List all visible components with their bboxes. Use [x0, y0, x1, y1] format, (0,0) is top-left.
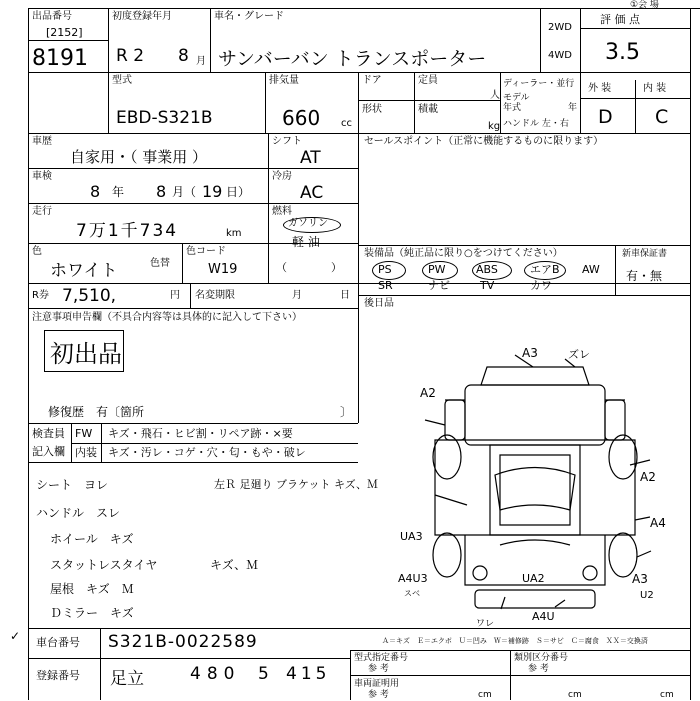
name-change-month: 月	[292, 290, 302, 301]
car-name-value: サンバーバン トランスポーター	[218, 48, 487, 70]
color-code: W19	[208, 262, 238, 277]
chassis-value: S321B-0022589	[108, 632, 258, 652]
displacement-unit: cc	[341, 118, 352, 129]
equip-aw: AW	[582, 263, 600, 276]
mark-ua2: UA2	[522, 572, 545, 585]
lot-bracket: [2152]	[46, 26, 83, 39]
damage-legend: Ａ＝キズ Ｅ＝エクボ Ｕ＝凹み Ｗ＝補修跡 Ｓ＝サビ Ｃ＝腐食 ＸＸ＝交換済	[382, 637, 648, 645]
repair-history-end: 〕	[340, 405, 353, 419]
docs-after-label: 後日品	[364, 298, 394, 309]
load-label: 積載	[418, 104, 438, 115]
shift-value: AT	[300, 148, 321, 168]
repair-history: 修復歴 有〔箇所	[48, 405, 145, 419]
class-no-ref: 参 考	[528, 664, 549, 674]
top-border	[28, 8, 700, 9]
remark-4-right: キズ、Ｍ	[210, 558, 259, 572]
load-unit: kg	[488, 121, 501, 132]
ac-value: AC	[300, 183, 324, 203]
ext-label: 外 装	[588, 83, 612, 94]
sales-point-label: セールスポイント（正常に機能するものに限ります）	[364, 136, 604, 147]
mark-u2: U2	[640, 590, 654, 601]
inspection-month-unit: 月（	[172, 185, 197, 199]
equip-pw: PW	[428, 263, 446, 276]
mark-a2-right: A2	[640, 470, 656, 484]
inspection-year: 8	[90, 182, 101, 201]
inspection-year-unit: 年	[112, 185, 125, 199]
plate-label: 登録番号	[36, 669, 80, 682]
mark-zure: ズレ	[568, 348, 590, 361]
equip-sr: SR	[378, 279, 393, 292]
equip-airbag: エアB	[530, 263, 560, 276]
fuel-value: ガソリン	[288, 218, 328, 229]
ext-grade: D	[598, 106, 613, 128]
cm-2: cm	[568, 690, 582, 700]
int-label: 内 装	[643, 83, 667, 94]
mark-ua3: UA3	[400, 530, 423, 543]
type-no-label: 型式指定番号	[354, 653, 409, 663]
mileage-unit: km	[226, 228, 242, 239]
class-no-label: 類別区分番号	[514, 653, 569, 663]
inspection-day: 19	[202, 182, 223, 201]
mark-a3-right: A3	[632, 572, 648, 586]
displacement-label: 排気量	[269, 75, 299, 86]
equip-ps: PS	[378, 263, 392, 276]
equip-tv: TV	[480, 279, 495, 292]
shape-label: 形状	[362, 104, 382, 115]
remark-1-right: 左Ｒ 足廻り ブラケット キズ、Ｍ	[214, 478, 379, 491]
inspector-in: 内装	[75, 446, 97, 459]
right-border	[690, 8, 691, 700]
abs-circle	[472, 261, 512, 280]
first-registration-month: 8	[178, 46, 189, 66]
notes-value: 初出品	[50, 340, 122, 368]
airbag-circle	[524, 261, 566, 280]
dealer-handle: ハンドル 左・右	[503, 119, 569, 129]
mark-a4-right: A4	[650, 516, 666, 530]
reg-cert-label: 車両証明用	[354, 679, 400, 689]
cm-1: cm	[478, 690, 492, 700]
remark-1-left: シート ヨレ	[36, 478, 109, 492]
dealer-line2: モデル	[503, 93, 530, 103]
history-label: 車歴	[32, 136, 52, 147]
fuel-label: 燃料	[272, 206, 292, 217]
plate-area: 足立	[110, 669, 144, 689]
left-border	[28, 8, 29, 700]
doors-label: ドア	[362, 75, 382, 86]
corner-note: ①会 場	[630, 0, 659, 10]
lot-number: 8191	[32, 46, 88, 71]
ps-circle	[372, 261, 406, 280]
fuel-paren: （ ）	[276, 261, 342, 274]
mark-ware: ワレ	[476, 619, 495, 629]
ac-label: 冷房	[272, 171, 292, 182]
equipment-label: 装備品（純正品に限り○をつけてください）	[364, 248, 563, 259]
recycle-value: 7,510,	[62, 286, 117, 306]
dealer-line1: ディーラー・並行	[503, 79, 575, 89]
inspector-in-text: キズ・汚レ・コゲ・穴・匂・もや・破レ	[108, 446, 306, 459]
color-value: ホワイト	[50, 261, 118, 281]
equip-abs: ABS	[476, 263, 498, 276]
drive-2wd: 2WD	[548, 22, 572, 33]
equip-leather: カワ	[530, 279, 552, 292]
history-value: 自家用・（ 事業用 ）	[70, 148, 208, 166]
model-value: EBD-S321B	[116, 108, 213, 128]
int-grade: C	[655, 106, 669, 128]
remark-2-left: ハンドル スレ	[36, 506, 121, 520]
inspection-label: 車検	[32, 171, 52, 182]
cm-3: cm	[660, 690, 674, 700]
recycle-label: R券	[32, 290, 49, 301]
capacity-label: 定員	[418, 75, 438, 86]
name-change-day: 日	[340, 290, 350, 301]
mileage-label: 走行	[32, 206, 52, 217]
plate-n2: 5	[258, 664, 269, 684]
recycle-unit: 円	[170, 290, 180, 301]
inspection-month: 8	[156, 182, 167, 201]
inspection-day-unit: 日）	[226, 185, 251, 199]
notes-label: 注意事項申告欄（不具合内容等は具体的に記入して下さい）	[32, 312, 302, 323]
inspector-label1: 検査員	[32, 427, 65, 440]
evaluation-label: 評 価 点	[600, 13, 640, 26]
mileage-value: 7万1千734	[76, 221, 179, 241]
inspector-fw: FW	[75, 427, 93, 440]
model-label: 型式	[112, 75, 132, 86]
mark-sube: スベ	[404, 589, 420, 598]
plate-n1: 480	[190, 664, 241, 684]
remark-6-left: Ｄミラー キズ	[50, 606, 134, 620]
evaluation-score: 3.5	[605, 40, 640, 65]
dealer-line3: 年式	[503, 103, 522, 113]
displacement-value: 660	[282, 106, 321, 130]
equip-navi: ナビ	[428, 279, 450, 292]
mark-a4u-bottom: A4U	[532, 610, 555, 623]
mark-a2-left: A2	[420, 386, 436, 400]
chassis-label: 車台番号	[36, 636, 80, 649]
check-mark: ✓	[10, 629, 21, 643]
type-no-ref: 参 考	[368, 664, 389, 674]
first-registration-month-unit: 月	[196, 56, 206, 67]
name-change-label: 名変期限	[195, 290, 235, 301]
remark-5-left: 屋根 キズ Ｍ	[50, 582, 134, 596]
remark-4-left: スタットレスタイヤ	[50, 558, 158, 572]
car-name-label: 車名・グレード	[214, 11, 284, 22]
warranty-value: 有・無	[626, 269, 663, 283]
drive-4wd: 4WD	[548, 50, 572, 61]
mark-a3-top: A3	[522, 346, 538, 360]
shift-label: シフト	[272, 136, 302, 147]
first-registration-label: 初度登録年月	[112, 11, 172, 22]
pw-circle	[422, 261, 458, 280]
color-code-label: 色コード	[186, 246, 226, 257]
reg-cert-ref: 参 考	[368, 690, 389, 700]
dealer-year-unit: 年	[568, 103, 578, 113]
capacity-unit: 人	[490, 90, 500, 101]
color-change-label: 色替	[150, 258, 170, 269]
fuel-diesel: 軽 油	[292, 235, 320, 249]
lot-label: 出品番号	[32, 11, 72, 22]
plate-n3: 415	[286, 664, 331, 684]
mark-a4u3: A4U3	[398, 572, 428, 585]
warranty-label: 新車保証書	[622, 249, 668, 259]
inspector-label2: 記入欄	[32, 445, 65, 458]
inspector-fw-text: キズ・飛石・ヒビ割・リペア跡・×要	[108, 427, 293, 440]
remark-3-left: ホイール キズ	[50, 532, 134, 546]
color-label: 色	[32, 246, 42, 257]
first-registration-era: R 2	[116, 46, 145, 66]
